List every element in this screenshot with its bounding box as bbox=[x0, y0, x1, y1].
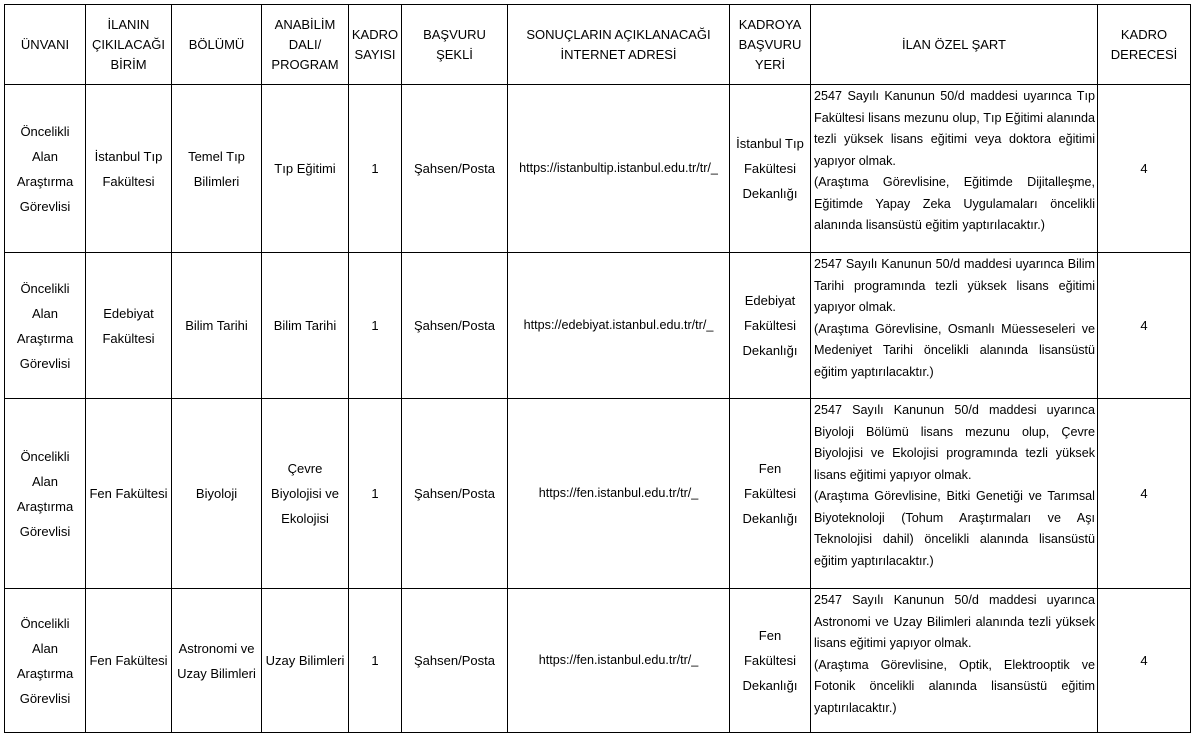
header-birim: İLANIN ÇIKILACAĞI BİRİM bbox=[86, 5, 172, 85]
cell-kadro-sayisi: 1 bbox=[349, 85, 402, 253]
header-basvuru-sekli: BAŞVURU ŞEKLİ bbox=[402, 5, 508, 85]
ozel-sart-note: (Araştıma Görevlisine, Osmanlı Müesseseleri ve Medeniyet Tarihi öncelikli alanında lisansüstü eğitim yaptırılacaktır.) bbox=[814, 321, 1095, 379]
header-sonuc-adres: SONUÇLARIN AÇIKLANACAĞI İNTERNET ADRESİ bbox=[508, 5, 730, 85]
cell-birim: Fen Fakültesi bbox=[86, 399, 172, 589]
cell-basvuru-yeri: Edebiyat Fakültesi Dekanlığı bbox=[730, 253, 811, 399]
ilan-table bbox=[4, 4, 1191, 733]
header-kadro-sayisi: KADRO SAYISI bbox=[349, 5, 402, 85]
document-page bbox=[4, 4, 1190, 733]
table-row bbox=[5, 253, 1191, 399]
cell-kadro-sayisi: 1 bbox=[349, 399, 402, 589]
cell-bolumu: Biyoloji bbox=[172, 399, 262, 589]
cell-ozel-sart bbox=[811, 399, 1098, 589]
cell-sonuc-adres: https://istanbultip.istanbul.edu.tr/tr/_ bbox=[508, 85, 730, 253]
ozel-sart-note: (Araştıma Görevlisine, Optik, Elektrooptik ve Fotonik öncelikli alanında lisansüstü eğitim yaptırılacaktır.) bbox=[814, 657, 1095, 715]
table-row bbox=[5, 589, 1191, 733]
cell-ozel-sart bbox=[811, 253, 1098, 399]
cell-kadro-sayisi: 1 bbox=[349, 253, 402, 399]
cell-basvuru-sekli: Şahsen/Posta bbox=[402, 253, 508, 399]
table-row bbox=[5, 85, 1191, 253]
header-bolumu: BÖLÜMÜ bbox=[172, 5, 262, 85]
ozel-sart-requirement: 2547 Sayılı Kanunun 50/d maddesi uyarınca Astronomi ve Uzay Bilimleri alanında tezli yüksek lisans eğitimi yapıyor olmak. bbox=[814, 593, 1095, 650]
ozel-sart-requirement: 2547 Sayılı Kanunun 50/d maddesi uyarınca Tıp Fakültesi lisans mezunu olup, Tıp Eğitimi alanında tezli yüksek lisans eğitimi veya doktora eğitimi yapıyor olmak. bbox=[814, 89, 1095, 168]
header-unvani: ÜNVANI bbox=[5, 5, 86, 85]
cell-anabilim: Çevre Biyolojisi ve Ekolojisi bbox=[262, 399, 349, 589]
ozel-sart-note: (Araştıma Görevlisine, Eğitimde Dijitalleşme, Eğitimde Yapay Zeka Uygulamaları öncelikli alanında lisansüstü eğitim yaptırılacaktır.) bbox=[814, 175, 1095, 232]
cell-ozel-sart bbox=[811, 589, 1098, 733]
cell-unvani: Öncelikli Alan Araştırma Görevlisi bbox=[5, 85, 86, 253]
table-row bbox=[5, 399, 1191, 589]
header-anabilim: ANABİLİM DALI/ PROGRAM bbox=[262, 5, 349, 85]
cell-basvuru-sekli: Şahsen/Posta bbox=[402, 399, 508, 589]
cell-anabilim: Bilim Tarihi bbox=[262, 253, 349, 399]
cell-kadro-sayisi: 1 bbox=[349, 589, 402, 733]
cell-kadro-derecesi: 4 bbox=[1098, 253, 1191, 399]
header-basvuru-yeri: KADROYA BAŞVURU YERİ bbox=[730, 5, 811, 85]
ozel-sart-requirement: 2547 Sayılı Kanunun 50/d maddesi uyarınca Bilim Tarihi programında tezli yüksek lisans eğitimi yapıyor olmak. bbox=[814, 257, 1095, 314]
cell-basvuru-yeri: Fen Fakültesi Dekanlığı bbox=[730, 589, 811, 733]
header-ozel-sart: İLAN ÖZEL ŞART bbox=[811, 5, 1098, 85]
cell-sonuc-adres: https://fen.istanbul.edu.tr/tr/_ bbox=[508, 399, 730, 589]
cell-sonuc-adres: https://fen.istanbul.edu.tr/tr/_ bbox=[508, 589, 730, 733]
ozel-sart-requirement: 2547 Sayılı Kanunun 50/d maddesi uyarınca Biyoloji Bölümü lisans mezunu olup, Çevre Biyolojisi ve Ekolojisi programında tezli yüksek lisans eğitimi yapıyor olmak. bbox=[814, 403, 1095, 482]
header-kadro-derecesi: KADRO DERECESİ bbox=[1098, 5, 1191, 85]
cell-birim: Edebiyat Fakültesi bbox=[86, 253, 172, 399]
cell-sonuc-adres: https://edebiyat.istanbul.edu.tr/tr/_ bbox=[508, 253, 730, 399]
cell-anabilim: Uzay Bilimleri bbox=[262, 589, 349, 733]
cell-birim: İstanbul Tıp Fakültesi bbox=[86, 85, 172, 253]
cell-ozel-sart bbox=[811, 85, 1098, 253]
cell-unvani: Öncelikli Alan Araştırma Görevlisi bbox=[5, 399, 86, 589]
header-row bbox=[5, 5, 1191, 85]
cell-unvani: Öncelikli Alan Araştırma Görevlisi bbox=[5, 589, 86, 733]
cell-basvuru-yeri: İstanbul Tıp Fakültesi Dekanlığı bbox=[730, 85, 811, 253]
cell-bolumu: Temel Tıp Bilimleri bbox=[172, 85, 262, 253]
cell-kadro-derecesi: 4 bbox=[1098, 85, 1191, 253]
cell-basvuru-sekli: Şahsen/Posta bbox=[402, 589, 508, 733]
ozel-sart-note: (Araştıma Görevlisine, Bitki Genetiği ve Tarımsal Biyoteknoloji (Tohum Araştırmaları ve Aşı Teknolojisi dahil) öncelikli alanında lisansüstü eğitim yaptırılacaktır.) bbox=[814, 489, 1095, 568]
cell-bolumu: Astronomi ve Uzay Bilimleri bbox=[172, 589, 262, 733]
cell-basvuru-yeri: Fen Fakültesi Dekanlığı bbox=[730, 399, 811, 589]
cell-anabilim: Tıp Eğitimi bbox=[262, 85, 349, 253]
cell-bolumu: Bilim Tarihi bbox=[172, 253, 262, 399]
cell-kadro-derecesi: 4 bbox=[1098, 399, 1191, 589]
cell-kadro-derecesi: 4 bbox=[1098, 589, 1191, 733]
cell-unvani: Öncelikli Alan Araştırma Görevlisi bbox=[5, 253, 86, 399]
cell-basvuru-sekli: Şahsen/Posta bbox=[402, 85, 508, 253]
cell-birim: Fen Fakültesi bbox=[86, 589, 172, 733]
